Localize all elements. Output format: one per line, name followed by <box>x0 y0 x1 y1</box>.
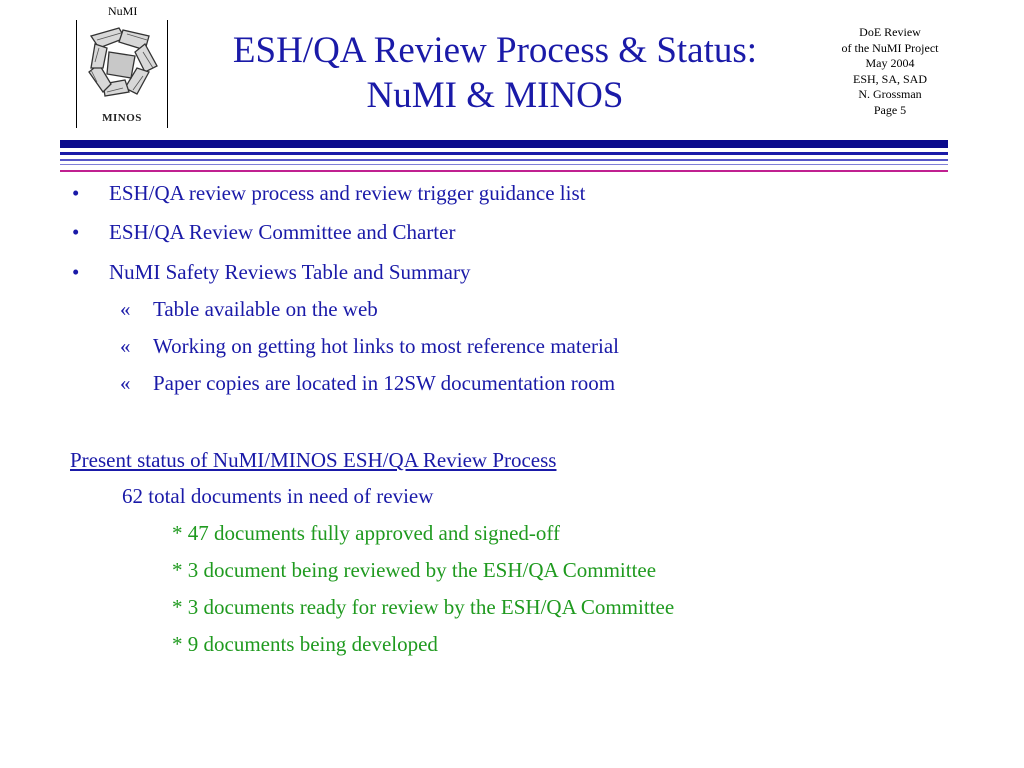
logo-knot-icon <box>79 22 165 110</box>
logo-caption: MINOS <box>102 112 142 124</box>
status-item: * 9 documents being developed <box>172 632 438 656</box>
rule-divider <box>60 152 948 155</box>
bullet-mark: • <box>72 181 80 205</box>
meta-line: of the NuMI Project <box>841 40 939 55</box>
status-item: * 3 documents ready for review by the ESH/QA Committee <box>172 595 675 619</box>
rule-divider <box>60 140 948 148</box>
meta-line: May 2004 <box>865 56 915 70</box>
bullet-text: NuMI Safety Reviews Table and Summary <box>109 260 471 284</box>
bullet-text: ESH/QA Review Committee and Charter <box>109 220 456 244</box>
meta-line: N. Grossman <box>858 87 922 101</box>
meta-line: Page 5 <box>873 102 907 117</box>
title-line-2: NuMI & MINOS <box>366 75 624 116</box>
status-heading: Present status of NuMI/MINOS ESH/QA Review Process <box>70 448 557 472</box>
logo-label: NuMI <box>108 4 138 18</box>
sub-bullet-text: Paper copies are located in 12SW documentation room <box>153 371 616 395</box>
sub-bullet-text: Table available on the web <box>153 297 378 321</box>
numi-minos-logo <box>76 20 168 128</box>
rule-divider <box>60 159 948 161</box>
bullet-mark: • <box>72 260 80 284</box>
bullet-mark: • <box>72 220 80 244</box>
slide-title <box>200 28 790 118</box>
rule-divider <box>60 170 948 172</box>
status-item: * 47 documents fully approved and signed-off <box>172 521 561 545</box>
sub-bullet-mark: « <box>120 334 131 358</box>
status-item: * 3 document being reviewed by the ESH/QA Committee <box>172 558 657 582</box>
sub-bullet-text: Working on getting hot links to most reference material <box>153 334 620 358</box>
meta-line: ESH, SA, SAD <box>852 71 927 86</box>
rule-divider <box>60 164 948 165</box>
bullet-text: ESH/QA review process and review trigger guidance list <box>109 181 586 205</box>
meta-line: DoE Review <box>859 25 921 39</box>
sub-bullet-mark: « <box>120 371 131 395</box>
sub-bullet-mark: « <box>120 297 131 321</box>
status-total: 62 total documents in need of review <box>122 484 434 508</box>
slide-meta <box>830 25 950 118</box>
title-line-1: ESH/QA Review Process & Status: <box>232 30 758 71</box>
